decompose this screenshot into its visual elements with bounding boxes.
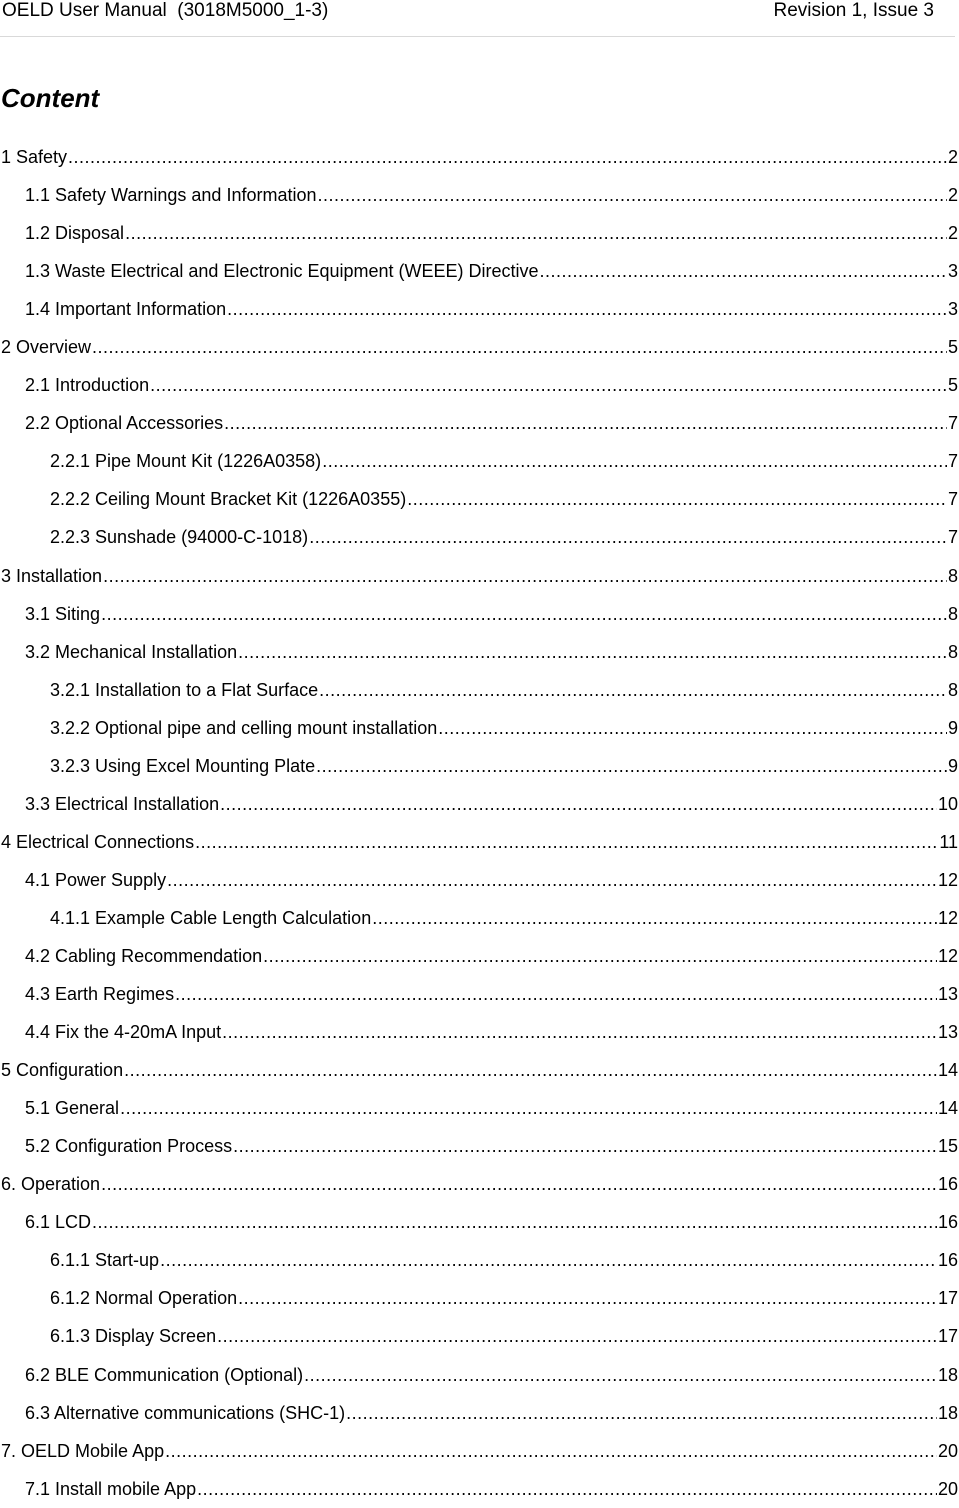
header-divider <box>0 36 955 37</box>
toc-entry[interactable] <box>0 252 959 290</box>
toc-entry-title: 1.2 Disposal <box>25 223 125 244</box>
toc-page-number: 14 <box>937 1098 958 1119</box>
toc-dot-leader <box>309 518 947 556</box>
toc-page-number: 8 <box>947 565 958 586</box>
toc-page-number: 7 <box>947 413 958 434</box>
toc-entry-title: 3.2 Mechanical Installation <box>25 641 238 662</box>
toc-dot-leader <box>120 1089 937 1127</box>
toc-page-number: 10 <box>937 793 958 814</box>
toc-dot-leader <box>92 328 947 366</box>
toc-dot-leader <box>316 747 947 785</box>
toc-page-number: 17 <box>937 1326 958 1347</box>
toc-page-number: 7 <box>947 451 958 472</box>
toc-entry[interactable] <box>0 1394 959 1432</box>
toc-entry-title: 4.3 Earth Regimes <box>25 984 175 1005</box>
toc-dot-leader <box>346 1394 937 1432</box>
toc-dot-leader <box>304 1356 937 1394</box>
toc-entry[interactable] <box>0 480 959 518</box>
toc-entry[interactable] <box>0 823 959 861</box>
toc-entry-title: 6.1.1 Start-up <box>50 1250 160 1271</box>
toc-dot-leader <box>227 290 947 328</box>
toc-entry-title: 2.2.3 Sunshade (94000-C-1018) <box>50 527 309 548</box>
toc-dot-leader <box>222 1013 937 1051</box>
toc-entry[interactable] <box>0 671 959 709</box>
toc-dot-leader <box>438 709 947 747</box>
toc-page-number: 14 <box>937 1060 958 1081</box>
toc-page-number: 5 <box>947 337 958 358</box>
toc-dot-leader <box>197 1470 937 1508</box>
toc-entry[interactable] <box>0 1432 959 1470</box>
toc-entry[interactable] <box>0 899 959 937</box>
toc-entry-title: 1.4 Important Information <box>25 299 227 320</box>
toc-entry-title: 3.2.2 Optional pipe and celling mount installation <box>50 717 438 738</box>
document-title: OELD User Manual (3018M5000_1-3) <box>2 0 329 21</box>
toc-dot-leader <box>124 1051 937 1089</box>
toc-page-number: 3 <box>947 261 958 282</box>
toc-entry[interactable] <box>0 861 959 899</box>
toc-page-number: 7 <box>947 527 958 548</box>
toc-page-number: 13 <box>937 1022 958 1043</box>
toc-page-number: 16 <box>937 1250 958 1271</box>
toc-dot-leader <box>322 442 947 480</box>
toc-page-number: 11 <box>939 831 958 852</box>
toc-entry[interactable] <box>0 1089 959 1127</box>
toc-entry-title: 2.2 Optional Accessories <box>25 413 224 434</box>
toc-page-number: 7 <box>947 489 958 510</box>
toc-entry[interactable] <box>0 442 959 480</box>
toc-dot-leader <box>101 1165 937 1203</box>
toc-page-number: 13 <box>937 984 958 1005</box>
toc-dot-leader <box>92 1203 937 1241</box>
toc-entry[interactable] <box>0 1470 959 1508</box>
toc-entry[interactable] <box>0 290 959 328</box>
toc-dot-leader <box>372 899 937 937</box>
toc-entry-title: 3.1 Siting <box>25 603 101 624</box>
toc-entry[interactable] <box>0 1279 959 1317</box>
toc-entry[interactable] <box>0 404 959 442</box>
toc-entry-title: 3.2.1 Installation to a Flat Surface <box>50 679 319 700</box>
page-title: Content <box>1 83 100 113</box>
toc-dot-leader <box>263 937 937 975</box>
toc-page-number: 2 <box>947 223 958 244</box>
toc-entry[interactable] <box>0 214 959 252</box>
toc-entry-title: 5.1 General <box>25 1098 120 1119</box>
toc-entry[interactable] <box>0 1165 959 1203</box>
toc-entry-title: 3.3 Electrical Installation <box>25 793 220 814</box>
toc-page-number: 9 <box>947 755 958 776</box>
toc-entry[interactable] <box>0 595 959 633</box>
toc-entry[interactable] <box>0 709 959 747</box>
toc-page-number: 2 <box>947 185 958 206</box>
toc-dot-leader <box>160 1241 937 1279</box>
toc-dot-leader <box>220 785 937 823</box>
table-of-contents <box>0 138 959 1508</box>
toc-entry-title: 4.2 Cabling Recommendation <box>25 945 263 966</box>
toc-entry[interactable] <box>0 1317 959 1355</box>
toc-entry[interactable] <box>0 518 959 556</box>
toc-entry[interactable] <box>0 747 959 785</box>
toc-dot-leader <box>238 633 947 671</box>
toc-page-number: 9 <box>947 717 958 738</box>
toc-dot-leader <box>150 366 947 404</box>
toc-dot-leader <box>103 557 947 595</box>
toc-entry-title: 2 Overview <box>1 337 92 358</box>
toc-entry-title: 3 Installation <box>1 565 103 586</box>
toc-dot-leader <box>217 1317 937 1355</box>
toc-entry-title: 7.1 Install mobile App <box>25 1478 197 1499</box>
toc-entry-title: 7. OELD Mobile App <box>1 1440 165 1461</box>
toc-entry-title: 2.2.2 Ceiling Mount Bracket Kit (1226A0355) <box>50 489 407 510</box>
toc-entry[interactable] <box>0 937 959 975</box>
page-header <box>0 0 959 22</box>
toc-entry-title: 1.3 Waste Electrical and Electronic Equipment (WEEE) Directive <box>25 261 539 282</box>
toc-entry-title: 6.1 LCD <box>25 1212 92 1233</box>
toc-page-number: 18 <box>937 1364 958 1385</box>
toc-page-number: 2 <box>947 147 958 167</box>
toc-entry[interactable] <box>0 557 959 595</box>
toc-page-number: 12 <box>937 945 958 966</box>
toc-entry[interactable] <box>0 1013 959 1051</box>
toc-entry-title: 4.4 Fix the 4-20mA Input <box>25 1022 222 1043</box>
toc-entry[interactable] <box>0 328 959 366</box>
toc-page-number: 18 <box>937 1402 958 1423</box>
toc-dot-leader <box>238 1279 937 1317</box>
toc-dot-leader <box>224 404 947 442</box>
toc-entry[interactable] <box>0 138 959 176</box>
toc-entry[interactable] <box>0 366 959 404</box>
toc-entry-title: 6. Operation <box>1 1174 101 1195</box>
toc-entry-title: 4.1 Power Supply <box>25 869 167 890</box>
toc-page-number: 12 <box>937 869 958 890</box>
toc-dot-leader <box>233 1127 937 1165</box>
toc-entry-title: 2.1 Introduction <box>25 375 150 396</box>
toc-page-number: 20 <box>937 1440 958 1461</box>
toc-entry-title: 6.2 BLE Communication (Optional) <box>25 1364 304 1385</box>
toc-page-number: 5 <box>947 375 958 396</box>
toc-dot-leader <box>407 480 947 518</box>
toc-entry-title: 4.1.1 Example Cable Length Calculation <box>50 907 372 928</box>
toc-page-number: 3 <box>947 299 958 320</box>
toc-page-number: 16 <box>937 1212 958 1233</box>
toc-entry-title: 6.1.2 Normal Operation <box>50 1288 238 1309</box>
toc-entry[interactable] <box>0 1241 959 1279</box>
toc-page-number: 8 <box>947 603 958 624</box>
toc-entry-title: 6.3 Alternative communications (SHC-1) <box>25 1402 346 1423</box>
toc-entry-title: 5.2 Configuration Process <box>25 1136 233 1157</box>
toc-dot-leader <box>101 595 947 633</box>
toc-entry-title: 1.1 Safety Warnings and Information <box>25 185 317 206</box>
toc-page-number: 8 <box>947 641 958 662</box>
toc-dot-leader <box>175 975 937 1013</box>
toc-entry-title: 2.2.1 Pipe Mount Kit (1226A0358) <box>50 451 322 472</box>
toc-entry-title: 4 Electrical Connections <box>1 831 195 852</box>
toc-page-number: 15 <box>937 1136 958 1157</box>
toc-page-number: 20 <box>937 1478 958 1499</box>
toc-page-number: 12 <box>937 907 958 928</box>
toc-entry[interactable] <box>0 1356 959 1394</box>
toc-page-number: 16 <box>937 1174 958 1195</box>
toc-entry-title: 6.1.3 Display Screen <box>50 1326 217 1347</box>
toc-dot-leader <box>165 1432 937 1470</box>
toc-entry[interactable] <box>0 1203 959 1241</box>
toc-entry[interactable] <box>0 1051 959 1089</box>
toc-dot-leader <box>195 823 938 861</box>
toc-entry[interactable] <box>0 785 959 823</box>
toc-dot-leader <box>125 214 947 252</box>
toc-entry-title: 1 Safety <box>1 147 68 167</box>
toc-dot-leader <box>167 861 937 899</box>
toc-dot-leader <box>540 252 947 290</box>
toc-page-number: 8 <box>947 679 958 700</box>
toc-dot-leader <box>319 671 947 709</box>
toc-entry[interactable] <box>0 176 959 214</box>
toc-entry-title: 5 Configuration <box>1 1060 124 1081</box>
toc-entry-title: 3.2.3 Using Excel Mounting Plate <box>50 755 316 776</box>
toc-dot-leader <box>318 176 947 214</box>
toc-dot-leader <box>68 138 947 176</box>
toc-entry[interactable] <box>0 975 959 1013</box>
toc-entry[interactable] <box>0 633 959 671</box>
toc-entry[interactable] <box>0 1127 959 1165</box>
revision-label: Revision 1, Issue 3 <box>773 0 934 21</box>
toc-page-number: 17 <box>937 1288 958 1309</box>
